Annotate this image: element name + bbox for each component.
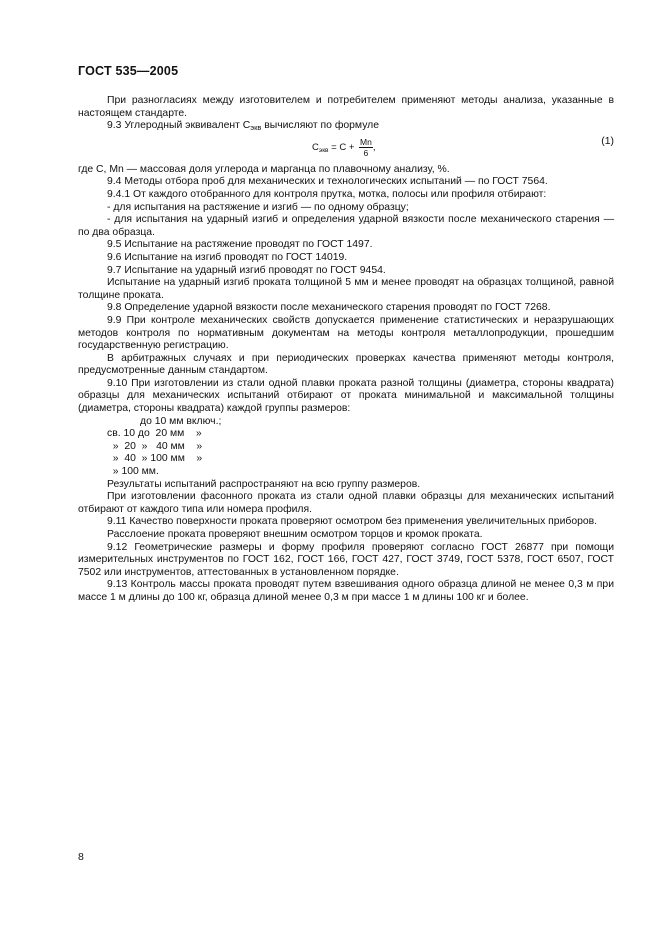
formula-explanation: где С, Mn — массовая доля углерода и марганца по плавочному анализу, %. [78,163,450,175]
formula-tail: , [372,141,376,153]
formula-lhs-subscript: экв [318,146,329,154]
list-item: - для испытания на растяжение и изгиб — по одному образцу; [107,201,409,213]
document-header: ГОСТ 535—2005 [78,64,179,78]
clause-9-3 [78,120,614,135]
clause-9-9: 9.9 При контроле механических свойств допускается применение статистических и неразрушающих методов контроля по нормативным документам на методы контроля металлопродукции, прошедшим государственную регистрацию. [78,314,614,352]
document-body [78,95,614,605]
size-ranges [78,416,614,479]
page-number: 8 [78,851,84,863]
paragraph: Расслоение проката проверяют внешним осмотром торцов и кромок проката. [107,529,483,540]
size-range-item: св. 10 до 20 мм » [107,428,202,440]
clause-text: 9.3 Углеродный эквивалент С [107,120,251,132]
clause-9-5: 9.5 Испытание на растяжение проводят по ГОСТ 1497. [107,239,373,251]
paragraph: При разногласиях между изготовителем и потребителем применяют методы анализа, указанные в настоящем стандарте. [78,95,614,119]
fraction-denominator: 6 [363,147,369,158]
formula-fraction [359,137,373,158]
clause-9-13: 9.13 Контроль массы проката проводят путем взвешивания одного образца длиной не менее 0,3 м при массе 1 м длины до 100 кг, образца длиной менее 0,3 м при массе 1 м длины 100 кг и более. [78,579,614,603]
clause-9-10: 9.10 При изготовлении из стали одной плавки проката разной толщины (диаметра, стороны квадрата) образцы для механических испытаний отбирают от проката минимальной и максимальной толщины (диаметра, стороны квадрата) каждой группы размеров: [78,377,614,415]
formula-equals: = С + [328,141,358,153]
clause-text: вычисляют по формуле [261,120,379,132]
clause-9-4: 9.4 Методы отбора проб для механических и технологических испытаний — по ГОСТ 7564. [107,176,548,188]
formula-block [78,136,614,162]
list-item: - для испытания на ударный изгиб и определения ударной вязкости после механического старения — по два образца. [78,214,614,238]
clause-9-4-1: 9.4.1 От каждого отобранного для контроля прутка, мотка, полосы или профиля отбирают: [107,188,547,200]
clause-9-7: 9.7 Испытание на ударный изгиб проводят по ГОСТ 9454. [107,264,386,276]
paragraph: Испытание на ударный изгиб проката толщиной 5 мм и менее проводят на образцах толщиной, равной толщине проката. [78,277,614,301]
formula [312,137,375,158]
clause-9-8: 9.8 Определение ударной вязкости после механического старения проводят по ГОСТ 7268. [107,302,551,314]
clause-9-12: 9.12 Геометрические размеры и форму профиля проверяют согласно ГОСТ 26877 при помощи измерительных инструментов по ГОСТ 162, ГОСТ 166, ГОСТ 427, ГОСТ 3749, ГОСТ 5378, ГОСТ 6507, ГОСТ 7502 или инструментов, аттестованных в установленном порядке. [78,541,614,578]
clause-9-11: 9.11 Качество поверхности проката проверяют осмотром без применения увеличительных приборов. [107,516,598,528]
fraction-numerator: Mn [360,136,372,147]
paragraph: Результаты испытаний распространяют на всю группу размеров. [107,478,421,490]
size-range-item: » 40 » 100 мм » [107,453,203,465]
size-range-item: » 20 » 40 мм » [107,440,203,452]
size-range-item: » 100 мм. [107,466,159,478]
clause-9-6: 9.6 Испытание на изгиб проводят по ГОСТ 14019. [107,251,348,263]
subscript: экв [250,123,262,133]
paragraph: В арбитражных случаях и при периодических проверках качества применяют методы контроля, предусмотренные данным стандартом. [78,352,614,377]
formula-number: (1) [601,135,614,147]
paragraph: При изготовлении фасонного проката из стали одной плавки образцы для механических испытаний отбирают от каждого типа или номера профиля. [78,491,614,515]
size-range-item: до 10 мм включ.; [140,415,222,427]
formula-lhs: С [312,141,319,153]
